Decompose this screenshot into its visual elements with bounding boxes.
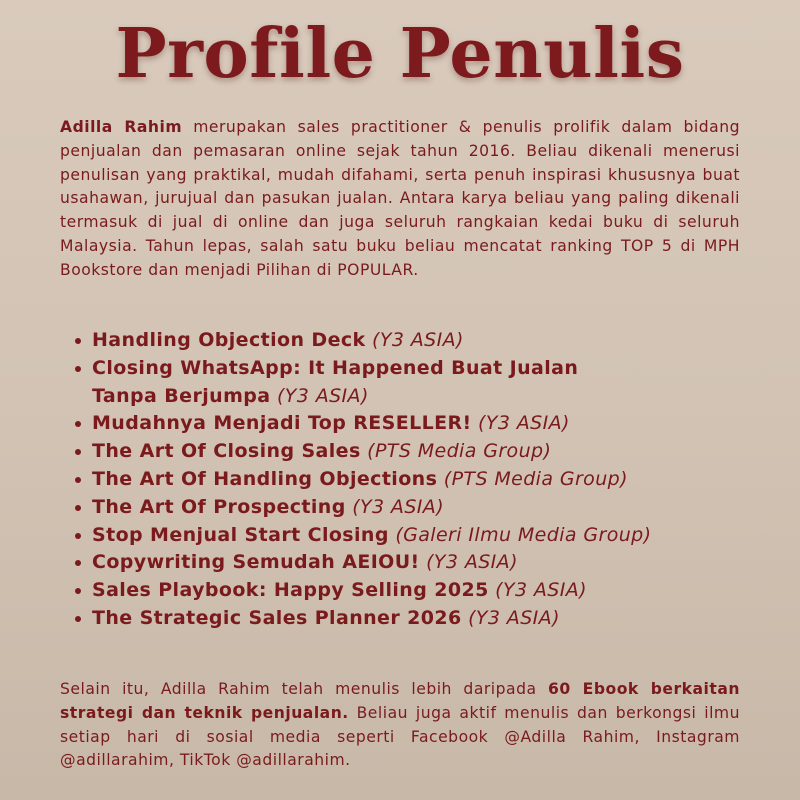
book-publisher: (Y3 ASIA) <box>495 579 587 602</box>
outro-text-before: Selain itu, Adilla Rahim telah menulis lebih daripada <box>60 680 549 698</box>
book-publisher: (Y3 ASIA) <box>426 551 518 574</box>
book-item <box>92 577 752 605</box>
book-publisher: (PTS Media Group) <box>443 467 628 490</box>
book-title: Handling Objection Deck <box>92 329 366 351</box>
intro-text: merupakan sales practitioner & penulis prolifik dalam bidang penjualan dan pemasaran online sejak tahun 2016. Beliau dikenali menerusi penulisan yang praktikal, mudah difahami, serta penuh inspirasi khususnya buat usahawan, jurujual dan pasukan jualan. Antara karya beliau yang paling dikenali termasuk di jual di online dan juga seluruh rangkaian kedai buku di seluruh Malaysia. Tahun lepas, salah satu buku beliau mencatat ranking TOP 5 di MPH Bookstore dan menjadi Pilihan di POPULAR. <box>60 118 740 279</box>
book-item <box>92 327 752 355</box>
outro-paragraph <box>60 678 740 773</box>
book-publisher: (Y3 ASIA) <box>468 606 560 629</box>
book-publisher: (Y3 ASIA) <box>276 384 369 407</box>
book-title: The Art Of Handling Objections <box>92 467 438 490</box>
intro-paragraph <box>60 116 740 283</box>
book-item <box>92 355 622 411</box>
book-publisher: (Galeri Ilmu Media Group) <box>395 523 652 546</box>
book-item <box>92 466 752 494</box>
book-item <box>92 549 752 577</box>
book-title: Sales Playbook: Happy Selling 2025 <box>92 579 489 602</box>
book-title: The Art Of Closing Sales <box>92 440 361 463</box>
book-title: The Art Of Prospecting <box>92 495 346 518</box>
outro-highlight: 60 Ebook berkaitan strategi dan teknik penjualan. <box>60 680 740 722</box>
outro-text-after: Beliau juga aktif menulis dan berkongsi ilmu setiap hari di sosial media seperti Facebook @Adilla Rahim, Instagram @adillarahim, TikTok @adillarahim. <box>60 703 741 770</box>
book-title: Mudahnya Menjadi Top RESELLER! <box>92 412 472 435</box>
book-title: Closing WhatsApp: It Happened Buat Jualan Tanpa Berjumpa <box>92 356 579 407</box>
book-title: Copywriting Semudah AEIOU! <box>92 551 420 574</box>
book-publisher: (Y3 ASIA) <box>478 412 570 435</box>
book-list <box>92 327 752 633</box>
book-item <box>92 522 752 550</box>
page-title: Profile Penulis <box>115 14 685 94</box>
book-item <box>92 438 752 466</box>
book-title: Stop Menjual Start Closing <box>92 523 389 546</box>
book-item <box>92 605 752 633</box>
book-item <box>92 410 752 438</box>
book-publisher: (Y3 ASIA) <box>372 329 464 351</box>
book-item <box>92 494 752 522</box>
book-title: The Strategic Sales Planner 2026 <box>92 606 462 629</box>
author-name: Adilla Rahim <box>60 118 183 136</box>
book-publisher: (PTS Media Group) <box>367 440 552 463</box>
book-publisher: (Y3 ASIA) <box>352 495 445 518</box>
